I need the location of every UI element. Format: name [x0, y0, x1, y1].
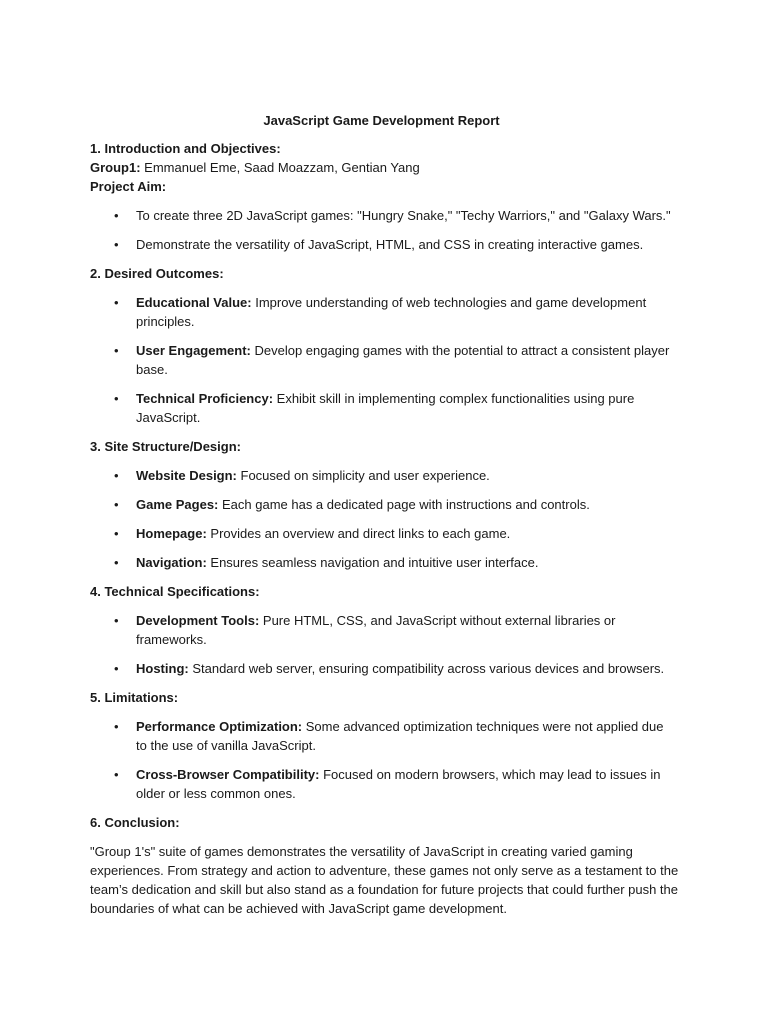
bullet-icon: •	[114, 391, 119, 406]
document-page	[90, 111, 690, 918]
section-heading-specifications: 4. Technical Specifications:	[90, 584, 260, 599]
list-item-text: Provides an overview and direct links to each game.	[206, 526, 511, 541]
list-item-label: Game Pages:	[136, 497, 219, 512]
bullet-icon: •	[114, 613, 119, 628]
structure-bullet-list	[90, 466, 690, 572]
list-item-label: Navigation:	[136, 555, 207, 570]
bullet-icon: •	[114, 343, 119, 358]
list-item-text: Each game has a dedicated page with instructions and controls.	[218, 497, 590, 512]
list-item	[90, 553, 676, 572]
list-item-text: Some advanced optimization techniques were not applied due to the use of vanilla JavaScript.	[136, 719, 664, 753]
list-item-label: Homepage:	[136, 526, 207, 541]
list-item	[90, 765, 676, 803]
bullet-icon: •	[114, 237, 119, 252]
list-item	[90, 466, 676, 485]
list-item	[90, 659, 676, 678]
bullet-icon: •	[114, 497, 119, 512]
list-item	[90, 293, 676, 331]
list-item-text: Exhibit skill in implementing complex functionalities using pure JavaScript.	[136, 391, 635, 425]
bullet-icon: •	[114, 661, 119, 676]
list-item-label: Cross-Browser Compatibility:	[136, 767, 320, 782]
list-item-label: Performance Optimization:	[136, 719, 303, 734]
section-heading-outcomes: 2. Desired Outcomes:	[90, 266, 224, 281]
list-item-text: Pure HTML, CSS, and JavaScript without external libraries or frameworks.	[136, 613, 616, 647]
list-item-text: Focused on modern browsers, which may lead to issues in older or less common ones.	[136, 767, 661, 801]
section-heading-limitations: 5. Limitations:	[90, 690, 179, 705]
bullet-icon: •	[114, 767, 119, 782]
list-item-label: Development Tools:	[136, 613, 260, 628]
specs-bullet-list	[90, 611, 690, 678]
list-item-text: Demonstrate the versatility of JavaScript, HTML, and CSS in creating interactive games.	[136, 237, 644, 252]
document-title: JavaScript Game Development Report	[263, 113, 500, 128]
bullet-icon: •	[114, 468, 119, 483]
bullet-icon: •	[114, 295, 119, 310]
bullet-icon: •	[114, 208, 119, 223]
section-heading-structure: 3. Site Structure/Design:	[90, 439, 241, 454]
list-item	[90, 389, 676, 427]
list-item	[90, 341, 676, 379]
list-item	[90, 206, 676, 225]
list-item	[90, 495, 676, 514]
section-heading-introduction: 1. Introduction and Objectives:	[90, 141, 281, 156]
group-members: Emmanuel Eme, Saad Moazzam, Gentian Yang	[140, 160, 420, 175]
list-item-label: Hosting:	[136, 661, 189, 676]
conclusion-paragraph: "Group 1's" suite of games demonstrates the versatility of JavaScript in creating varied gaming experiences. From strategy and action to adventure, these games not only serve as a testament to the team’s dedication and skill but also stand as a foundation for future projects that could further push the boundaries of what can be achieved with JavaScript game development.	[90, 844, 679, 916]
list-item-text: To create three 2D JavaScript games: "Hungry Snake," "Techy Warriors," and "Galaxy Wars."	[136, 208, 671, 223]
list-item	[90, 524, 676, 543]
section-heading-conclusion: 6. Conclusion:	[90, 815, 180, 830]
aim-bullet-list	[90, 206, 690, 254]
group-label: Group1:	[90, 160, 141, 175]
list-item-label: User Engagement:	[136, 343, 251, 358]
project-aim-label: Project Aim:	[90, 179, 167, 194]
list-item-text: Standard web server, ensuring compatibility across various devices and browsers.	[188, 661, 665, 676]
bullet-icon: •	[114, 719, 119, 734]
list-item-label: Technical Proficiency:	[136, 391, 274, 406]
bullet-icon: •	[114, 555, 119, 570]
group-line	[90, 158, 690, 177]
list-item	[90, 717, 676, 755]
list-item-text: Improve understanding of web technologies and game development principles.	[136, 295, 647, 329]
list-item-text: Develop engaging games with the potential to attract a consistent player base.	[136, 343, 670, 377]
limitations-bullet-list	[90, 717, 690, 803]
bullet-icon: •	[114, 526, 119, 541]
list-item-label: Website Design:	[136, 468, 237, 483]
list-item-text: Ensures seamless navigation and intuitive user interface.	[206, 555, 539, 570]
list-item	[90, 611, 676, 649]
list-item	[90, 235, 676, 254]
list-item-label: Educational Value:	[136, 295, 252, 310]
outcomes-bullet-list	[90, 293, 690, 427]
list-item-text: Focused on simplicity and user experience.	[236, 468, 490, 483]
